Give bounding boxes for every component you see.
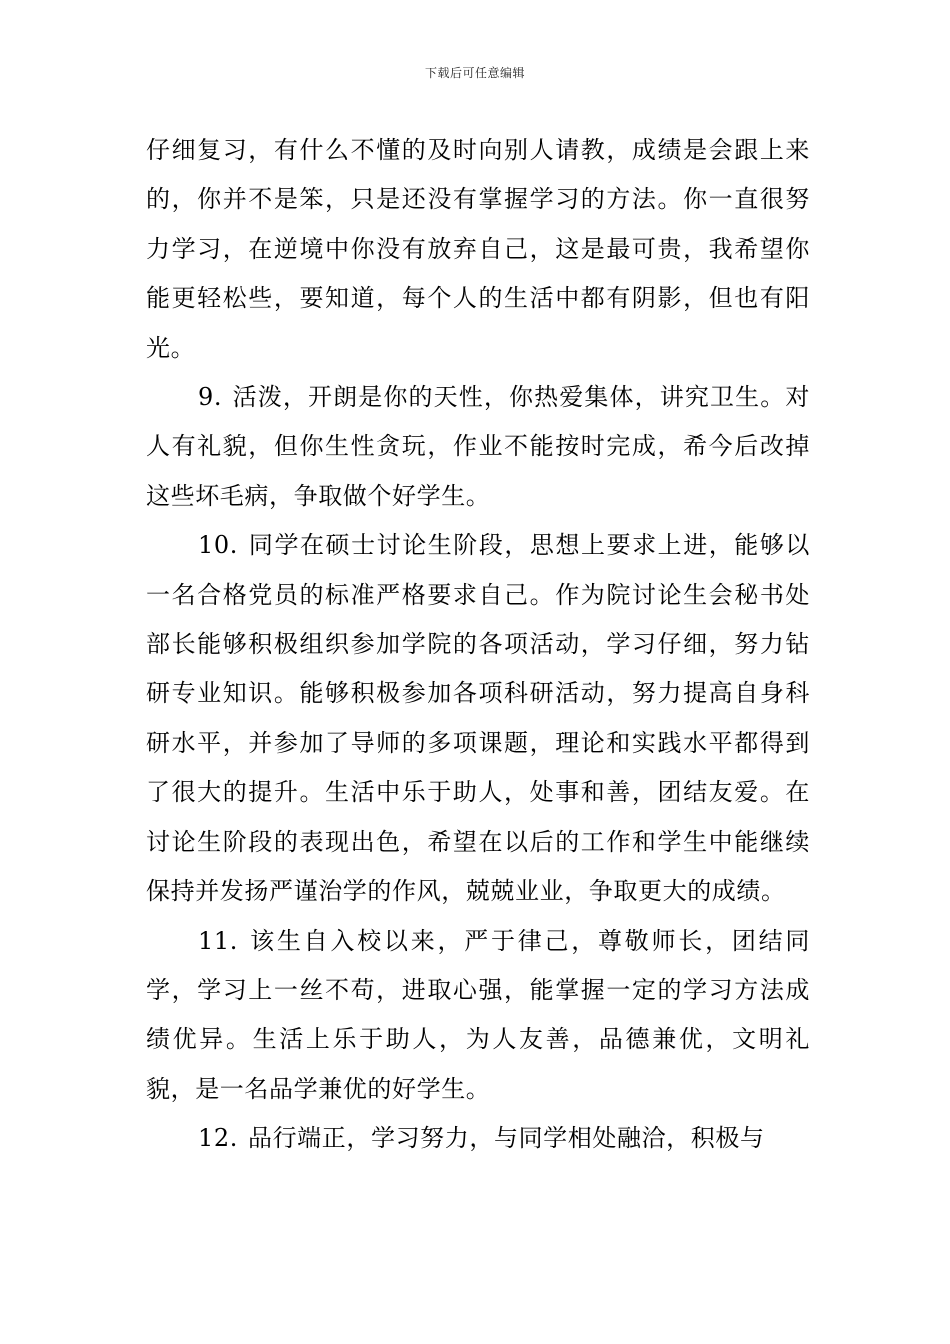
paragraph-text: 同学在硕士讨论生阶段，思想上要求上进，能够以一名合格党员的标准严格要求自己。作为院讨论生会秘书处部长能够积极组织参加学院的各项活动，学习仔细，努力钻研专业知识。能够积极参加各项科研活动，努力提高自身科研水平，并参加了导师的多项课题，理论和实践水平都得到了很大的提升。生活中乐于助人，处事和善，团结友爱。在讨论生阶段的表现出色，希望在以后的工作和学生中能继续保持并发扬严谨治学的作风，兢兢业业，争取更大的成绩。 [146,531,810,906]
page-header: 下载后可任意编辑 [424,66,525,80]
paragraph-text: 活泼，开朗是你的天性，你热爱集体，讲究卫生。对人有礼貌，但你生性贪玩，作业不能按时完成，希今后改掉这些坏毛病，争取做个好学生。 [146,383,810,510]
paragraph-text: 品行端正，学习努力，与同学相处融洽，积极与 [247,1124,765,1153]
item-number: 9. [198,383,223,412]
item-number: 11. [198,926,238,955]
paragraph-item-10 [146,521,810,916]
paragraph-text: 仔细复习，有什么不懂的及时向别人请教，成绩是会跟上来的，你并不是笨，只是还没有掌握学习的方法。你一直很努力学习，在逆境中你没有放弃自己，这是最可贵，我希望你能更轻松些，要知道，每个人的生活中都有阴影，但也有阳光。 [146,136,810,362]
item-number: 12. [198,1124,238,1153]
paragraph-item-11 [146,917,810,1115]
paragraph-item-12 [146,1114,810,1163]
paragraph-item-9 [146,373,810,521]
document-body [146,126,810,1164]
paragraph-text: 该生自入校以来，严于律己，尊敬师长，团结同学，学习上一丝不苟，进取心强，能掌握一定的学习方法成绩优异。生活上乐于助人，为人友善，品德兼优，文明礼貌，是一名品学兼优的好学生。 [146,926,810,1103]
item-number: 10. [198,531,238,560]
paragraph-continued [146,126,810,373]
